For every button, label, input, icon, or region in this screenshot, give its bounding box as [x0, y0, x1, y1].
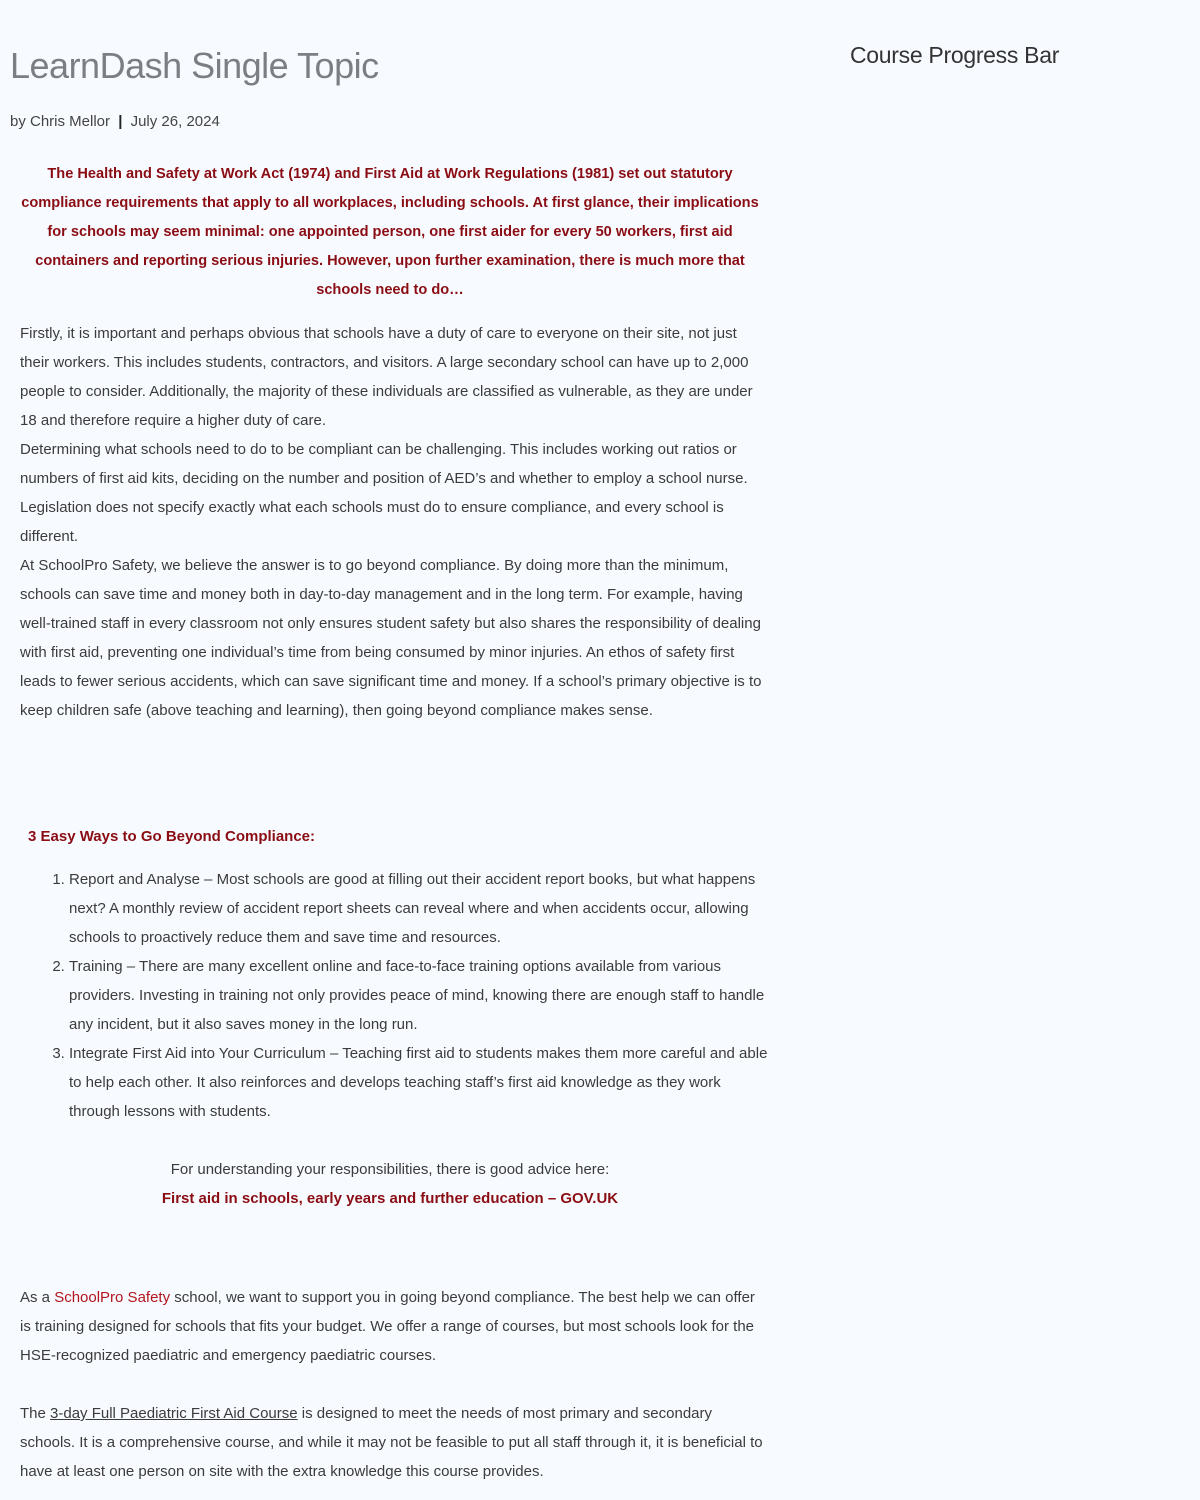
- gov-uk-link[interactable]: First aid in schools, early years and further education – GOV.UK: [161, 1190, 619, 1207]
- support-suffix: school, we want to support you in going beyond compliance. The best help we can offer is training designed for schools that fits your budget. We offer a range of courses, but most schools look for the HSE-recognized paediatric and emergency paediatric courses.: [20, 1289, 755, 1364]
- course-prefix: The: [20, 1405, 51, 1422]
- meta-separator: |: [118, 113, 123, 130]
- intro-paragraph: The Health and Safety at Work Act (1974) and First Aid at Work Regulations (1981) set out statutory compliance requirements that apply to all workplaces, including schools. At first glance, their implications for schools may seem minimal: one appointed person, one first aider for every 50 workers, first aid containers and reporting serious injuries. However, upon further examination, there is much more that schools need to do…: [21, 166, 759, 298]
- course-paragraph: [20, 1399, 765, 1486]
- advice-block: [10, 1155, 770, 1213]
- support-paragraph: [20, 1283, 765, 1370]
- advice-text: For understanding your responsibilities, there is good advice here:: [170, 1161, 610, 1178]
- page-title: LearnDash Single Topic: [10, 45, 379, 86]
- post-date: July 26, 2024: [130, 113, 220, 130]
- list-item: 2. Training – There are many excellent online and face-to-face training options available from various providers. Investing in training not only provides peace of mind, knowing there are enough staff to handle any incident, but it also saves money in the long run.: [69, 952, 769, 1039]
- schoolpro-safety-link[interactable]: SchoolPro Safety: [54, 1289, 171, 1306]
- author-line: by Chris Mellor: [10, 113, 111, 130]
- support-prefix: As a: [20, 1289, 55, 1306]
- body-paragraph: At SchoolPro Safety, we believe the answer is to go beyond compliance. By doing more than the minimum, schools can save time and money both in day-to-day management and in the long term. For example, having well-trained staff in every classroom not only ensures student safety but also shares the responsibility of dealing with first aid, preventing one individual’s time from being consumed by minor injuries. An ethos of safety first leads to fewer serious accidents, which can save significant time and money. If a school’s primary objective is to keep children safe (above teaching and learning), then going beyond compliance makes sense.: [20, 557, 762, 719]
- ways-heading: 3 Easy Ways to Go Beyond Compliance:: [28, 828, 316, 845]
- article-body: [20, 319, 765, 725]
- sidebar: [850, 42, 1180, 69]
- post-meta: [10, 112, 770, 132]
- paediatric-course-link[interactable]: 3-day Full Paediatric First Aid Course: [50, 1405, 298, 1422]
- body-paragraph: Determining what schools need to do to be compliant can be challenging. This includes working out ratios or numbers of first aid kits, deciding on the number and position of AED’s and whether to employ a school nurse. Legislation does not specify exactly what each schools must do to ensure compliance, and every school is different.: [20, 441, 748, 545]
- course-progress-heading: Course Progress Bar: [850, 42, 1060, 68]
- course-suffix: is designed to meet the needs of most primary and secondary schools. It is a comprehensive course, and while it may not be feasible to put all staff through it, it is beneficial to have at least one person on site with the extra knowledge this course provides.: [20, 1405, 763, 1480]
- list-item: 1. Report and Analyse – Most schools are good at filling out their accident report books, but what happens next? A monthly review of accident report sheets can reveal where and when accidents occur, allowing schools to proactively reduce them and save time and resources.: [69, 865, 769, 952]
- ways-list: [10, 865, 769, 1126]
- main-content: [10, 0, 770, 1486]
- list-item: 3. Integrate First Aid into Your Curriculum – Teaching first aid to students makes them more careful and able to help each other. It also reinforces and develops teaching staff’s first aid knowledge as they work through lessons with students.: [69, 1039, 769, 1126]
- body-paragraph: Firstly, it is important and perhaps obvious that schools have a duty of care to everyone on their site, not just their workers. This includes students, contractors, and visitors. A large secondary school can have up to 2,000 people to consider. Additionally, the majority of these individuals are classified as vulnerable, as they are under 18 and therefore require a higher duty of care.: [20, 325, 753, 429]
